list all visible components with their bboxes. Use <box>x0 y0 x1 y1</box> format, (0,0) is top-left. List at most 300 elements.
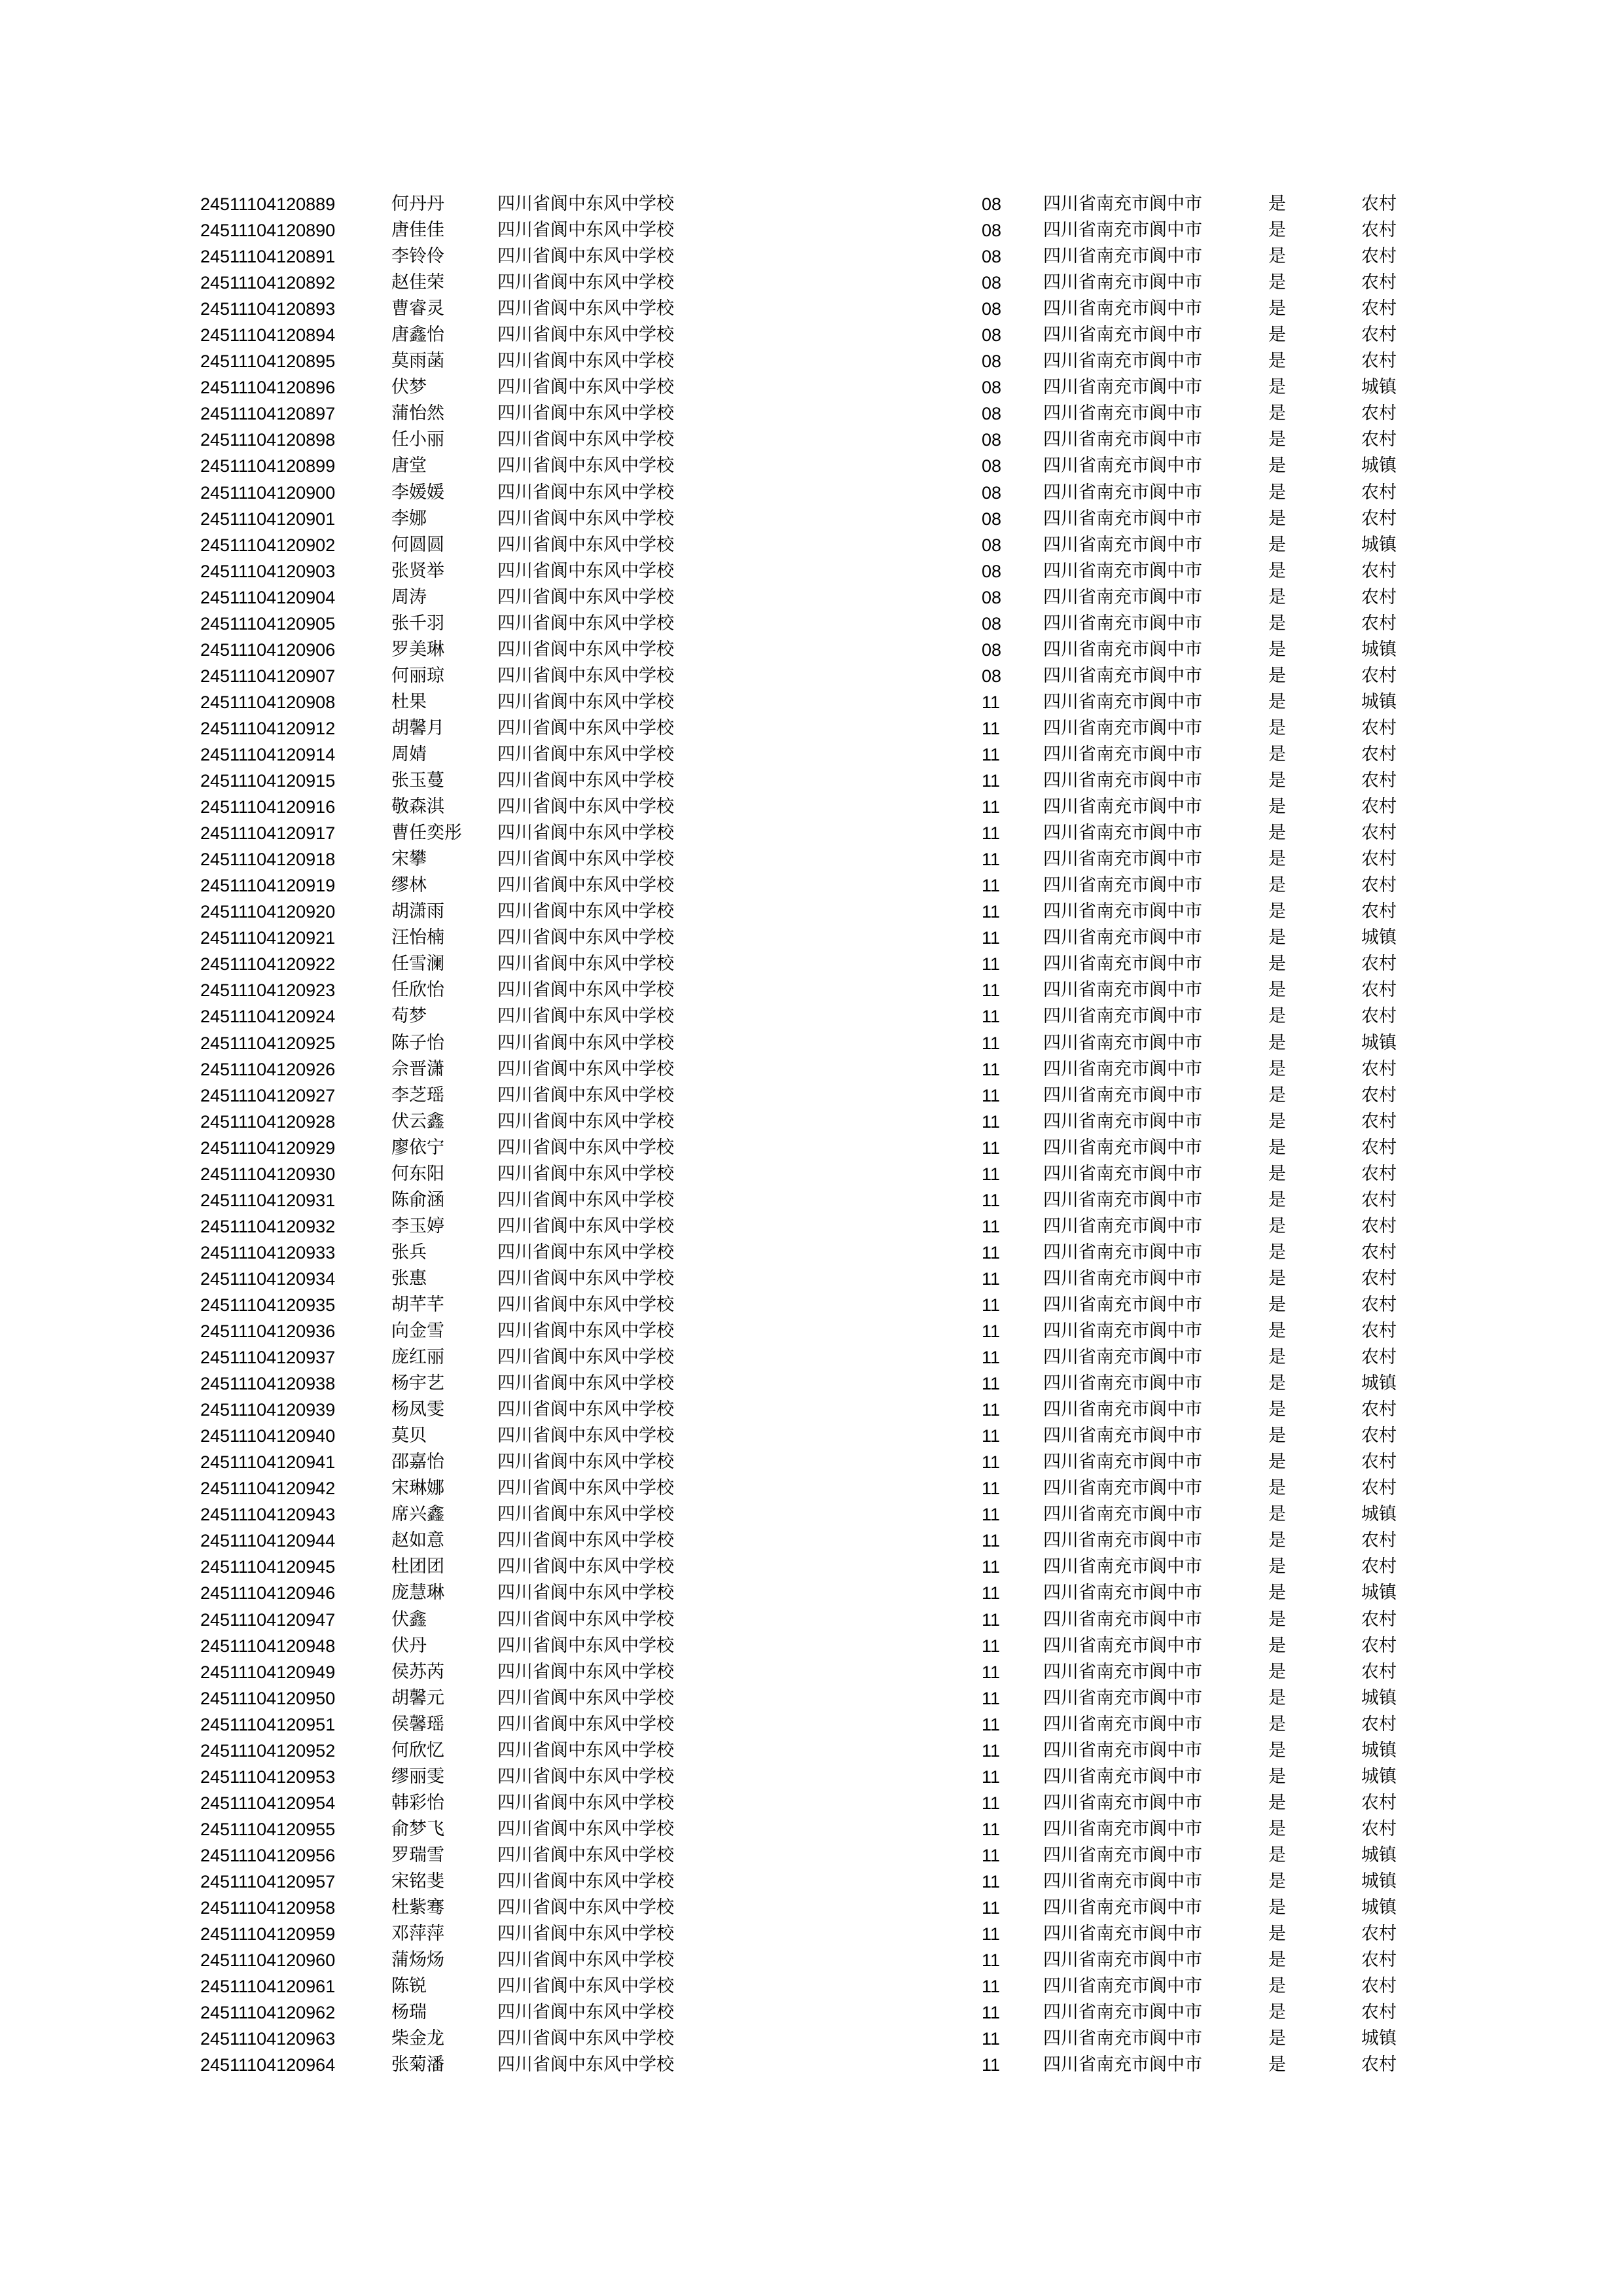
school-cell: 四川省阆中东风中学校 <box>497 901 674 922</box>
school-cell: 四川省阆中东风中学校 <box>497 849 674 870</box>
table-row <box>0 611 1623 637</box>
table-row <box>0 1842 1623 1869</box>
class-code-cell: 08 <box>982 509 1002 529</box>
student-id-cell: 24511104120961 <box>200 1977 336 1997</box>
table-row <box>0 1475 1623 1501</box>
region-cell: 四川省南充市阆中市 <box>1043 1347 1202 1368</box>
area-type-cell: 农村 <box>1361 2002 1397 2023</box>
area-type-cell: 农村 <box>1361 508 1397 529</box>
class-code-cell: 11 <box>982 1793 1001 1813</box>
table-row <box>0 846 1623 872</box>
area-type-cell: 农村 <box>1361 1661 1397 1682</box>
class-code-cell: 11 <box>982 1636 1001 1656</box>
school-cell: 四川省阆中东风中学校 <box>497 272 674 293</box>
school-cell: 四川省阆中东风中学校 <box>497 1347 674 1368</box>
student-name-cell: 伏丹 <box>391 1635 427 1656</box>
class-code-cell: 11 <box>982 1924 1001 1945</box>
region-cell: 四川省南充市阆中市 <box>1043 849 1202 870</box>
region-cell: 四川省南充市阆中市 <box>1043 1950 1202 1971</box>
class-code-cell: 08 <box>982 456 1002 476</box>
area-type-cell: 城镇 <box>1361 1583 1397 1604</box>
class-code-cell: 08 <box>982 273 1002 293</box>
table-row <box>0 1449 1623 1475</box>
school-cell: 四川省阆中东风中学校 <box>497 1740 674 1761</box>
student-name-cell: 任小丽 <box>391 429 444 450</box>
region-cell: 四川省南充市阆中市 <box>1043 560 1202 581</box>
school-cell: 四川省阆中东风中学校 <box>497 1268 674 1289</box>
table-row <box>0 1816 1623 1842</box>
area-type-cell: 农村 <box>1361 560 1397 581</box>
student-name-cell: 胡馨元 <box>391 1687 444 1708</box>
region-cell: 四川省南充市阆中市 <box>1043 1924 1202 1945</box>
status-flag-cell: 是 <box>1268 298 1286 319</box>
school-cell: 四川省阆中东风中学校 <box>497 1321 674 1342</box>
school-cell: 四川省阆中东风中学校 <box>497 429 674 450</box>
table-row <box>0 532 1623 558</box>
area-type-cell: 城镇 <box>1361 2028 1397 2049</box>
class-code-cell: 11 <box>982 1374 1001 1394</box>
student-id-cell: 24511104120948 <box>200 1636 336 1656</box>
status-flag-cell: 是 <box>1268 1818 1286 1839</box>
student-name-cell: 莫雨菡 <box>391 351 444 372</box>
student-name-cell: 缪林 <box>391 875 427 896</box>
student-name-cell: 赵如意 <box>391 1530 444 1551</box>
status-flag-cell: 是 <box>1268 1924 1286 1945</box>
class-code-cell: 11 <box>982 954 1001 975</box>
area-type-cell: 农村 <box>1361 586 1397 607</box>
region-cell: 四川省南充市阆中市 <box>1043 508 1202 529</box>
table-row <box>0 191 1623 217</box>
region-cell: 四川省南充市阆中市 <box>1043 403 1202 424</box>
school-cell: 四川省阆中东风中学校 <box>497 1635 674 1656</box>
student-name-cell: 陈子怡 <box>391 1032 444 1053</box>
student-name-cell: 任雪澜 <box>391 954 444 975</box>
class-code-cell: 11 <box>982 1688 1001 1708</box>
region-cell: 四川省南充市阆中市 <box>1043 1006 1202 1027</box>
region-cell: 四川省南充市阆中市 <box>1043 194 1202 214</box>
class-code-cell: 11 <box>982 1662 1001 1682</box>
region-cell: 四川省南充市阆中市 <box>1043 325 1202 346</box>
area-type-cell: 农村 <box>1361 1399 1397 1420</box>
area-type-cell: 农村 <box>1361 823 1397 844</box>
student-name-cell: 张千羽 <box>391 613 444 634</box>
table-row <box>0 637 1623 663</box>
area-type-cell: 农村 <box>1361 1976 1397 1997</box>
student-name-cell: 罗美琳 <box>391 639 444 660</box>
student-id-cell: 24511104120904 <box>200 587 336 607</box>
school-cell: 四川省阆中东风中学校 <box>497 1871 674 1892</box>
table-row <box>0 2026 1623 2052</box>
area-type-cell: 农村 <box>1361 325 1397 346</box>
student-id-cell: 24511104120896 <box>200 378 336 398</box>
area-type-cell: 农村 <box>1361 797 1397 817</box>
student-id-cell: 24511104120899 <box>200 456 336 476</box>
student-name-cell: 宋琳娜 <box>391 1478 444 1499</box>
region-cell: 四川省南充市阆中市 <box>1043 744 1202 764</box>
student-id-cell: 24511104120921 <box>200 928 336 948</box>
class-code-cell: 11 <box>982 876 1001 896</box>
region-cell: 四川省南充市阆中市 <box>1043 429 1202 450</box>
table-row <box>0 348 1623 374</box>
region-cell: 四川省南充市阆中市 <box>1043 613 1202 634</box>
student-name-cell: 何圆圆 <box>391 534 444 555</box>
student-name-cell: 李媛媛 <box>391 482 444 503</box>
school-cell: 四川省阆中东风中学校 <box>497 508 674 529</box>
status-flag-cell: 是 <box>1268 1215 1286 1236</box>
area-type-cell: 农村 <box>1361 665 1397 686</box>
student-name-cell: 张惠 <box>391 1268 427 1289</box>
class-code-cell: 11 <box>982 2003 1001 2023</box>
area-type-cell: 城镇 <box>1361 1373 1397 1394</box>
student-id-cell: 24511104120957 <box>200 1872 336 1892</box>
school-cell: 四川省阆中东风中学校 <box>497 1897 674 1918</box>
table-row <box>0 401 1623 427</box>
status-flag-cell: 是 <box>1268 717 1286 738</box>
table-row <box>0 1738 1623 1764</box>
student-name-cell: 苟梦 <box>391 1006 427 1027</box>
student-name-cell: 缪丽雯 <box>391 1766 444 1787</box>
student-id-cell: 24511104120943 <box>200 1505 336 1525</box>
region-cell: 四川省南充市阆中市 <box>1043 901 1202 922</box>
class-code-cell: 08 <box>982 561 1002 581</box>
class-code-cell: 08 <box>982 613 1002 634</box>
table-row <box>0 1109 1623 1135</box>
student-name-cell: 侯苏芮 <box>391 1661 444 1682</box>
class-code-cell: 11 <box>982 771 1001 791</box>
school-cell: 四川省阆中东风中学校 <box>497 1504 674 1525</box>
student-id-cell: 24511104120907 <box>200 666 336 686</box>
school-cell: 四川省阆中东风中学校 <box>497 1085 674 1105</box>
student-name-cell: 张兵 <box>391 1242 427 1263</box>
table-row <box>0 1921 1623 1947</box>
student-name-cell: 李玉婷 <box>391 1215 444 1236</box>
school-cell: 四川省阆中东风中学校 <box>497 980 674 1001</box>
table-row <box>0 1344 1623 1371</box>
region-cell: 四川省南充市阆中市 <box>1043 2054 1202 2075</box>
class-code-cell: 08 <box>982 221 1002 241</box>
area-type-cell: 农村 <box>1361 1294 1397 1315</box>
class-code-cell: 11 <box>982 1111 1001 1132</box>
student-name-cell: 杜团团 <box>391 1556 444 1577</box>
table-row <box>0 1659 1623 1685</box>
status-flag-cell: 是 <box>1268 220 1286 241</box>
area-type-cell: 农村 <box>1361 194 1397 214</box>
class-code-cell: 11 <box>982 1138 1001 1158</box>
area-type-cell: 城镇 <box>1361 456 1397 476</box>
status-flag-cell: 是 <box>1268 1373 1286 1394</box>
school-cell: 四川省阆中东风中学校 <box>497 1478 674 1499</box>
table-row <box>0 925 1623 951</box>
status-flag-cell: 是 <box>1268 1556 1286 1577</box>
school-cell: 四川省阆中东风中学校 <box>497 298 674 319</box>
area-type-cell: 农村 <box>1361 351 1397 372</box>
table-row <box>0 1056 1623 1083</box>
area-type-cell: 农村 <box>1361 298 1397 319</box>
status-flag-cell: 是 <box>1268 1294 1286 1315</box>
student-name-cell: 唐堂 <box>391 456 427 476</box>
school-cell: 四川省阆中东风中学校 <box>497 1058 674 1079</box>
region-cell: 四川省南充市阆中市 <box>1043 980 1202 1001</box>
area-type-cell: 农村 <box>1361 272 1397 293</box>
student-name-cell: 席兴鑫 <box>391 1504 444 1525</box>
area-type-cell: 农村 <box>1361 1321 1397 1342</box>
student-id-cell: 24511104120894 <box>200 325 336 346</box>
table-row <box>0 794 1623 820</box>
area-type-cell: 农村 <box>1361 1058 1397 1079</box>
region-cell: 四川省南充市阆中市 <box>1043 1792 1202 1813</box>
region-cell: 四川省南充市阆中市 <box>1043 534 1202 555</box>
school-cell: 四川省阆中东风中学校 <box>497 823 674 844</box>
region-cell: 四川省南充市阆中市 <box>1043 1661 1202 1682</box>
region-cell: 四川省南充市阆中市 <box>1043 1373 1202 1394</box>
area-type-cell: 农村 <box>1361 1215 1397 1236</box>
student-name-cell: 曹任奕彤 <box>391 823 462 844</box>
region-cell: 四川省南充市阆中市 <box>1043 1137 1202 1158</box>
status-flag-cell: 是 <box>1268 1950 1286 1971</box>
table-row <box>0 768 1623 794</box>
student-id-cell: 24511104120963 <box>200 2029 336 2049</box>
status-flag-cell: 是 <box>1268 1006 1286 1027</box>
table-row <box>0 270 1623 296</box>
region-cell: 四川省南充市阆中市 <box>1043 246 1202 267</box>
class-code-cell: 11 <box>982 2055 1001 2075</box>
class-code-cell: 08 <box>982 535 1002 555</box>
status-flag-cell: 是 <box>1268 351 1286 372</box>
area-type-cell: 农村 <box>1361 1950 1397 1971</box>
table-row <box>0 1895 1623 1921</box>
class-code-cell: 11 <box>982 1190 1001 1210</box>
status-flag-cell: 是 <box>1268 1871 1286 1892</box>
area-type-cell: 农村 <box>1361 744 1397 764</box>
student-name-cell: 周涛 <box>391 586 427 607</box>
table-row <box>0 217 1623 243</box>
table-row <box>0 2000 1623 2026</box>
table-row <box>0 1213 1623 1240</box>
student-id-cell: 24511104120946 <box>200 1583 336 1604</box>
area-type-cell: 农村 <box>1361 717 1397 738</box>
table-row <box>0 584 1623 611</box>
class-code-cell: 11 <box>982 1085 1001 1105</box>
table-row <box>0 1528 1623 1554</box>
school-cell: 四川省阆中东风中学校 <box>497 1556 674 1577</box>
table-row <box>0 1790 1623 1816</box>
status-flag-cell: 是 <box>1268 1740 1286 1761</box>
table-row <box>0 820 1623 846</box>
status-flag-cell: 是 <box>1268 1844 1286 1865</box>
region-cell: 四川省南充市阆中市 <box>1043 1321 1202 1342</box>
table-row <box>0 1371 1623 1397</box>
table-row <box>0 715 1623 742</box>
area-type-cell: 城镇 <box>1361 927 1397 948</box>
class-code-cell: 11 <box>982 902 1001 922</box>
class-code-cell: 11 <box>982 1531 1001 1551</box>
status-flag-cell: 是 <box>1268 927 1286 948</box>
region-cell: 四川省南充市阆中市 <box>1043 1215 1202 1236</box>
status-flag-cell: 是 <box>1268 875 1286 896</box>
school-cell: 四川省阆中东风中学校 <box>497 1426 674 1446</box>
table-row <box>0 872 1623 899</box>
area-type-cell: 农村 <box>1361 1268 1397 1289</box>
region-cell: 四川省南充市阆中市 <box>1043 272 1202 293</box>
status-flag-cell: 是 <box>1268 2002 1286 2023</box>
class-code-cell: 11 <box>982 1479 1001 1499</box>
class-code-cell: 08 <box>982 482 1002 503</box>
student-id-cell: 24511104120941 <box>200 1452 336 1473</box>
region-cell: 四川省南充市阆中市 <box>1043 691 1202 712</box>
region-cell: 四川省南充市阆中市 <box>1043 1111 1202 1132</box>
area-type-cell: 农村 <box>1361 482 1397 503</box>
status-flag-cell: 是 <box>1268 456 1286 476</box>
area-type-cell: 农村 <box>1361 429 1397 450</box>
table-row <box>0 1423 1623 1449</box>
area-type-cell: 农村 <box>1361 1163 1397 1184</box>
region-cell: 四川省南充市阆中市 <box>1043 220 1202 241</box>
area-type-cell: 农村 <box>1361 1347 1397 1368</box>
school-cell: 四川省阆中东风中学校 <box>497 875 674 896</box>
school-cell: 四川省阆中东风中学校 <box>497 1609 674 1630</box>
area-type-cell: 农村 <box>1361 220 1397 241</box>
student-id-cell: 24511104120928 <box>200 1111 336 1132</box>
school-cell: 四川省阆中东风中学校 <box>497 1373 674 1394</box>
status-flag-cell: 是 <box>1268 1976 1286 1997</box>
student-id-cell: 24511104120931 <box>200 1190 336 1210</box>
table-row <box>0 689 1623 715</box>
student-id-cell: 24511104120898 <box>200 430 336 450</box>
school-cell: 四川省阆中东风中学校 <box>497 665 674 686</box>
area-type-cell: 城镇 <box>1361 1504 1397 1525</box>
school-cell: 四川省阆中东风中学校 <box>497 1032 674 1053</box>
area-type-cell: 城镇 <box>1361 377 1397 398</box>
school-cell: 四川省阆中东风中学校 <box>497 377 674 398</box>
student-name-cell: 周婧 <box>391 744 427 764</box>
region-cell: 四川省南充市阆中市 <box>1043 1399 1202 1420</box>
school-cell: 四川省阆中东风中学校 <box>497 586 674 607</box>
student-name-cell: 胡馨月 <box>391 717 444 738</box>
status-flag-cell: 是 <box>1268 1426 1286 1446</box>
area-type-cell: 农村 <box>1361 875 1397 896</box>
class-code-cell: 11 <box>982 1452 1001 1473</box>
table-row <box>0 322 1623 348</box>
status-flag-cell: 是 <box>1268 665 1286 686</box>
region-cell: 四川省南充市阆中市 <box>1043 797 1202 817</box>
status-flag-cell: 是 <box>1268 797 1286 817</box>
area-type-cell: 农村 <box>1361 2054 1397 2075</box>
status-flag-cell: 是 <box>1268 744 1286 764</box>
status-flag-cell: 是 <box>1268 901 1286 922</box>
area-type-cell: 农村 <box>1361 1792 1397 1813</box>
table-row <box>0 1318 1623 1344</box>
class-code-cell: 11 <box>982 1242 1001 1263</box>
class-code-cell: 11 <box>982 850 1001 870</box>
status-flag-cell: 是 <box>1268 1189 1286 1210</box>
status-flag-cell: 是 <box>1268 980 1286 1001</box>
region-cell: 四川省南充市阆中市 <box>1043 1268 1202 1289</box>
student-name-cell: 蒲怡然 <box>391 403 444 424</box>
student-name-cell: 韩彩怡 <box>391 1792 444 1813</box>
student-id-cell: 24511104120891 <box>200 247 336 267</box>
class-code-cell: 08 <box>982 587 1002 607</box>
table-row <box>0 243 1623 270</box>
student-id-cell: 24511104120942 <box>200 1479 336 1499</box>
status-flag-cell: 是 <box>1268 1321 1286 1342</box>
region-cell: 四川省南充市阆中市 <box>1043 1504 1202 1525</box>
school-cell: 四川省阆中东风中学校 <box>497 246 674 267</box>
school-cell: 四川省阆中东风中学校 <box>497 1163 674 1184</box>
status-flag-cell: 是 <box>1268 1478 1286 1499</box>
school-cell: 四川省阆中东风中学校 <box>497 1242 674 1263</box>
region-cell: 四川省南充市阆中市 <box>1043 1844 1202 1865</box>
status-flag-cell: 是 <box>1268 403 1286 424</box>
student-id-cell: 24511104120954 <box>200 1793 336 1813</box>
table-row <box>0 1554 1623 1580</box>
region-cell: 四川省南充市阆中市 <box>1043 1897 1202 1918</box>
status-flag-cell: 是 <box>1268 482 1286 503</box>
student-id-cell: 24511104120956 <box>200 1845 336 1865</box>
student-name-cell: 何东阳 <box>391 1163 444 1184</box>
class-code-cell: 11 <box>982 718 1001 738</box>
area-type-cell: 农村 <box>1361 246 1397 267</box>
school-cell: 四川省阆中东风中学校 <box>497 797 674 817</box>
area-type-cell: 农村 <box>1361 980 1397 1001</box>
class-code-cell: 11 <box>982 1164 1001 1184</box>
student-id-cell: 24511104120934 <box>200 1268 336 1289</box>
student-name-cell: 杨凤雯 <box>391 1399 444 1420</box>
student-id-cell: 24511104120892 <box>200 273 336 293</box>
class-code-cell: 11 <box>982 692 1001 712</box>
student-name-cell: 张菊潘 <box>391 2054 444 2075</box>
student-id-cell: 24511104120925 <box>200 1033 336 1053</box>
student-id-cell: 24511104120950 <box>200 1688 336 1708</box>
area-type-cell: 农村 <box>1361 1556 1397 1577</box>
class-code-cell: 08 <box>982 351 1002 372</box>
school-cell: 四川省阆中东风中学校 <box>497 1713 674 1734</box>
student-id-cell: 24511104120893 <box>200 299 336 319</box>
school-cell: 四川省阆中东风中学校 <box>497 351 674 372</box>
status-flag-cell: 是 <box>1268 849 1286 870</box>
class-code-cell: 11 <box>982 1609 1001 1630</box>
school-cell: 四川省阆中东风中学校 <box>497 1844 674 1865</box>
student-id-cell: 24511104120901 <box>200 509 336 529</box>
student-name-cell: 庞慧琳 <box>391 1583 444 1604</box>
status-flag-cell: 是 <box>1268 770 1286 791</box>
school-cell: 四川省阆中东风中学校 <box>497 954 674 975</box>
student-name-cell: 唐佳佳 <box>391 220 444 241</box>
area-type-cell: 农村 <box>1361 1085 1397 1105</box>
class-code-cell: 11 <box>982 980 1001 1001</box>
table-row <box>0 1266 1623 1292</box>
class-code-cell: 08 <box>982 299 1002 319</box>
area-type-cell: 农村 <box>1361 1924 1397 1945</box>
table-row <box>0 1685 1623 1712</box>
status-flag-cell: 是 <box>1268 1347 1286 1368</box>
table-row <box>0 453 1623 479</box>
status-flag-cell: 是 <box>1268 1242 1286 1263</box>
status-flag-cell: 是 <box>1268 1792 1286 1813</box>
student-id-cell: 24511104120960 <box>200 1950 336 1971</box>
student-id-cell: 24511104120932 <box>200 1216 336 1236</box>
school-cell: 四川省阆中东风中学校 <box>497 560 674 581</box>
school-cell: 四川省阆中东风中学校 <box>497 1111 674 1132</box>
school-cell: 四川省阆中东风中学校 <box>497 927 674 948</box>
area-type-cell: 农村 <box>1361 613 1397 634</box>
class-code-cell: 11 <box>982 2029 1001 2049</box>
region-cell: 四川省南充市阆中市 <box>1043 1085 1202 1105</box>
student-name-cell: 任欣怡 <box>391 980 444 1001</box>
student-id-cell: 24511104120914 <box>200 744 336 764</box>
region-cell: 四川省南充市阆中市 <box>1043 1766 1202 1787</box>
school-cell: 四川省阆中东风中学校 <box>497 1661 674 1682</box>
region-cell: 四川省南充市阆中市 <box>1043 482 1202 503</box>
